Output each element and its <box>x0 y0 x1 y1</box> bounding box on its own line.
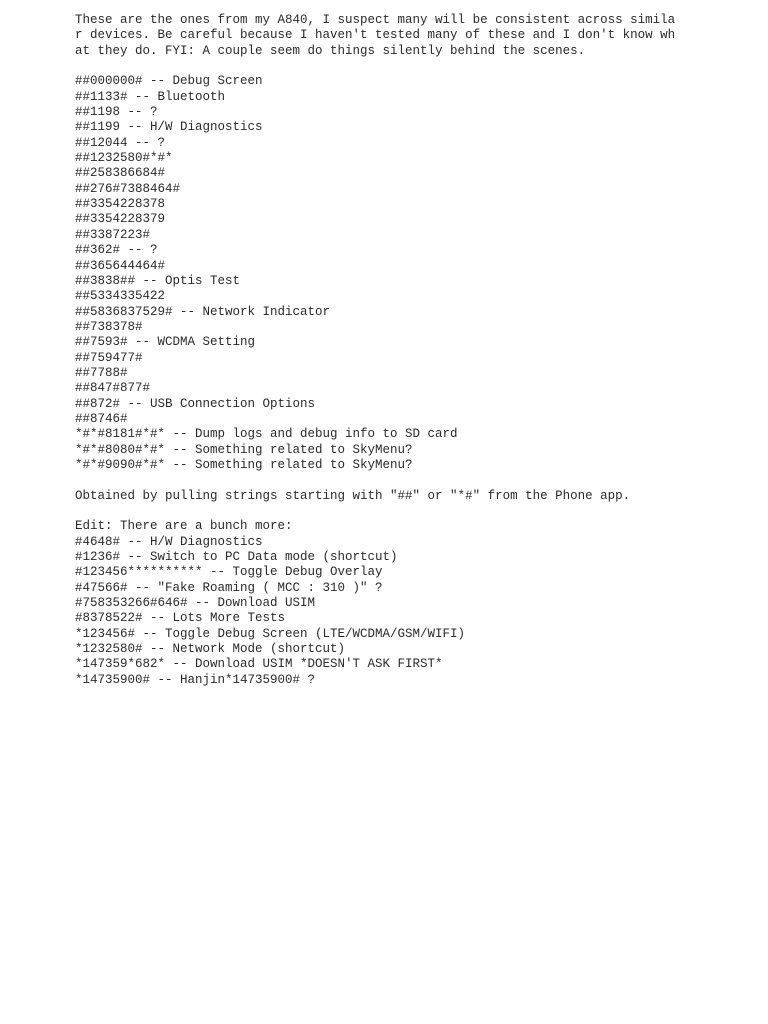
code-line: ##3838## -- Optis Test <box>75 273 241 288</box>
code-line: ##1133# -- Bluetooth <box>75 89 226 104</box>
code-line: *#*#8181#*#* -- Dump logs and debug info to SD card <box>75 427 458 442</box>
text-line: These are the ones from my A840, I suspect many will be consistent across simila <box>75 13 676 27</box>
code-line: ##1198 -- ? <box>75 105 158 120</box>
text-line: at they do. FYI: A couple seem do things silently behind the scenes. <box>75 43 586 58</box>
blank-line <box>75 473 755 488</box>
code-line: ##759477# <box>75 350 143 365</box>
code-line: *#*#8080#*#* -- Something related to SkyMenu? <box>75 442 413 457</box>
edit-heading: Edit: There are a bunch more: <box>75 519 293 534</box>
code-line: *147359*682* -- Download USIM *DOESN'T ASK FIRST* <box>75 657 443 672</box>
document-body <box>75 13 755 688</box>
code-line: ##12044 -- ? <box>75 135 166 150</box>
code-line: ##847#877# <box>75 381 151 396</box>
code-line: ##7593# -- WCDMA Setting <box>75 335 256 350</box>
code-line: #4648# -- H/W Diagnostics <box>75 534 263 549</box>
code-line: ##276#7388464# <box>75 181 181 196</box>
code-line: ##5334335422 <box>75 289 166 304</box>
code-list <box>75 74 755 473</box>
code-line: ##1232580#*#* <box>75 151 173 166</box>
text-line: r devices. Be careful because I haven't tested many of these and I don't know wh <box>75 28 676 43</box>
code-line: ##362# -- ? <box>75 243 158 258</box>
code-line: ##7788# <box>75 365 128 380</box>
code-line: ##365644464# <box>75 258 166 273</box>
code-line: *14735900# -- Hanjin*14735900# ? <box>75 672 316 687</box>
more-code-list <box>75 535 755 688</box>
code-line: #47566# -- "Fake Roaming ( MCC : 310 )" ? <box>75 580 383 595</box>
code-line: ##872# -- USB Connection Options <box>75 396 316 411</box>
code-line: ##3354228379 <box>75 212 166 227</box>
code-line: ##3354228378 <box>75 197 166 212</box>
code-line: #8378522# -- Lots More Tests <box>75 611 286 626</box>
intro-paragraph <box>75 13 755 59</box>
code-line: *1232580# -- Network Mode (shortcut) <box>75 642 346 657</box>
code-line: #758353266#646# -- Download USIM <box>75 596 316 611</box>
code-line: ##1199 -- H/W Diagnostics <box>75 120 263 135</box>
code-line: *#*#9090#*#* -- Something related to SkyMenu? <box>75 457 413 472</box>
code-line: ##3387223# <box>75 227 151 242</box>
code-line: ##000000# -- Debug Screen <box>75 74 263 89</box>
blank-line <box>75 504 755 519</box>
code-line: *123456# -- Toggle Debug Screen (LTE/WCDMA/GSM/WIFI) <box>75 626 466 641</box>
code-line: ##5836837529# -- Network Indicator <box>75 304 331 319</box>
code-line: ##8746# <box>75 411 128 426</box>
code-line: ##738378# <box>75 319 143 334</box>
blank-line <box>75 59 755 74</box>
code-line: ##258386684# <box>75 166 166 181</box>
code-line: #123456********** -- Toggle Debug Overlay <box>75 565 383 580</box>
code-line: #1236# -- Switch to PC Data mode (shortcut) <box>75 550 398 565</box>
obtained-note: Obtained by pulling strings starting with "##" or "*#" from the Phone app. <box>75 488 631 503</box>
